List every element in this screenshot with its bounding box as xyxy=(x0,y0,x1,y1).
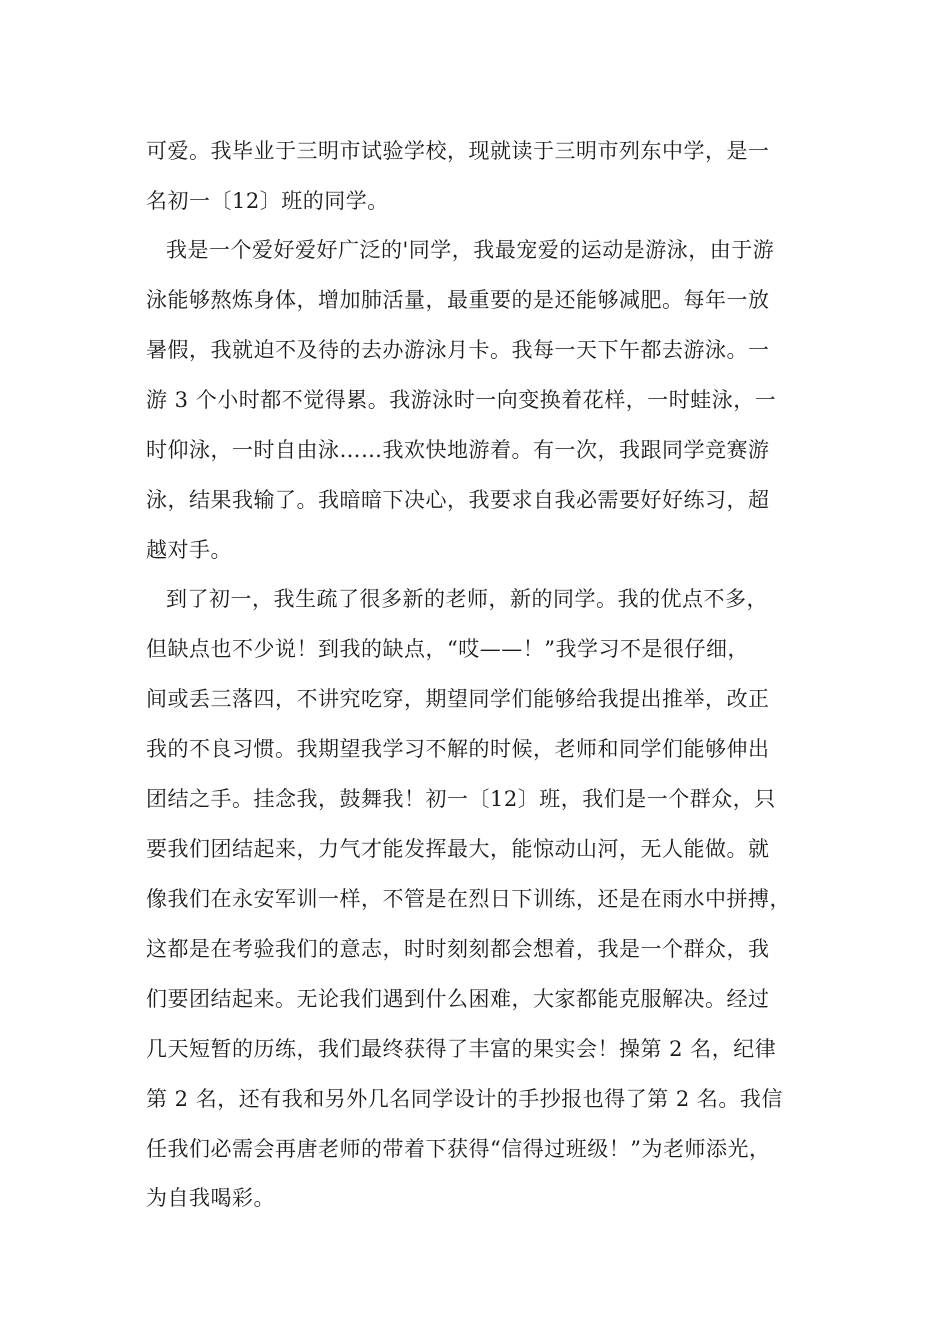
text-line: 间或丢三落四，不讲究吃穿，期望同学们能够给我提出推举，改正 xyxy=(146,687,770,711)
text-line: 泳，结果我输了。我暗暗下决心，我要求自我必需要好好练习，超 xyxy=(146,488,770,512)
text-line: 第 2 名，还有我和另外几名同学设计的手抄报也得了第 2 名。我信 xyxy=(146,1087,783,1111)
text-line: 要我们团结起来，力气才能发挥最大，能惊动山河，无人能做。就 xyxy=(146,837,770,861)
text-line: 我的不良习惯。我期望我学习不解的时候，老师和同学们能够伸出 xyxy=(146,737,770,761)
text-line: 名初一〔12〕班的同学。 xyxy=(146,189,389,213)
text-line: 这都是在考验我们的意志，时时刻刻都会想着，我是一个群众，我 xyxy=(146,937,770,961)
text-line: 游 3 个小时都不觉得累。我游泳时一向变换着花样，一时蛙泳，一 xyxy=(146,388,777,412)
text-line: 几天短暂的历练，我们最终获得了丰富的果实会！操第 2 名，纪律 xyxy=(146,1037,777,1061)
text-line: 时仰泳，一时自由泳……我欢快地游着。有一次，我跟同学竞赛游 xyxy=(146,438,770,462)
text-line: 为自我喝彩。 xyxy=(146,1186,275,1210)
paragraph-start-line: 我是一个爱好爱好广泛的'同学，我最宠爱的运动是游泳，由于游 xyxy=(166,238,775,262)
text-line: 越对手。 xyxy=(146,538,232,562)
text-line: 任我们必需会再唐老师的带着下获得“信得过班级！”为老师添光， xyxy=(146,1137,771,1161)
paragraph-start-line: 到了初一，我生疏了很多新的老师，新的同学。我的优点不多， xyxy=(166,587,768,611)
text-line: 团结之手。挂念我，鼓舞我！初一〔12〕班，我们是一个群众，只 xyxy=(146,787,776,811)
text-line: 可爱。我毕业于三明市试验学校，现就读于三明市列东中学，是一 xyxy=(146,139,770,163)
text-line: 泳能够熬炼身体，增加肺活量，最重要的是还能够减肥。每年一放 xyxy=(146,288,770,312)
text-line: 暑假，我就迫不及待的去办游泳月卡。我每一天下午都去游泳。一 xyxy=(146,338,770,362)
text-line: 像我们在永安军训一样，不管是在烈日下训练，还是在雨水中拼搏， xyxy=(146,887,791,911)
text-line: 但缺点也不少说！到我的缺点，“哎——！”我学习不是很仔细， xyxy=(146,637,749,661)
text-line: 们要团结起来。无论我们遇到什么困难，大家都能克服解决。经过 xyxy=(146,987,770,1011)
